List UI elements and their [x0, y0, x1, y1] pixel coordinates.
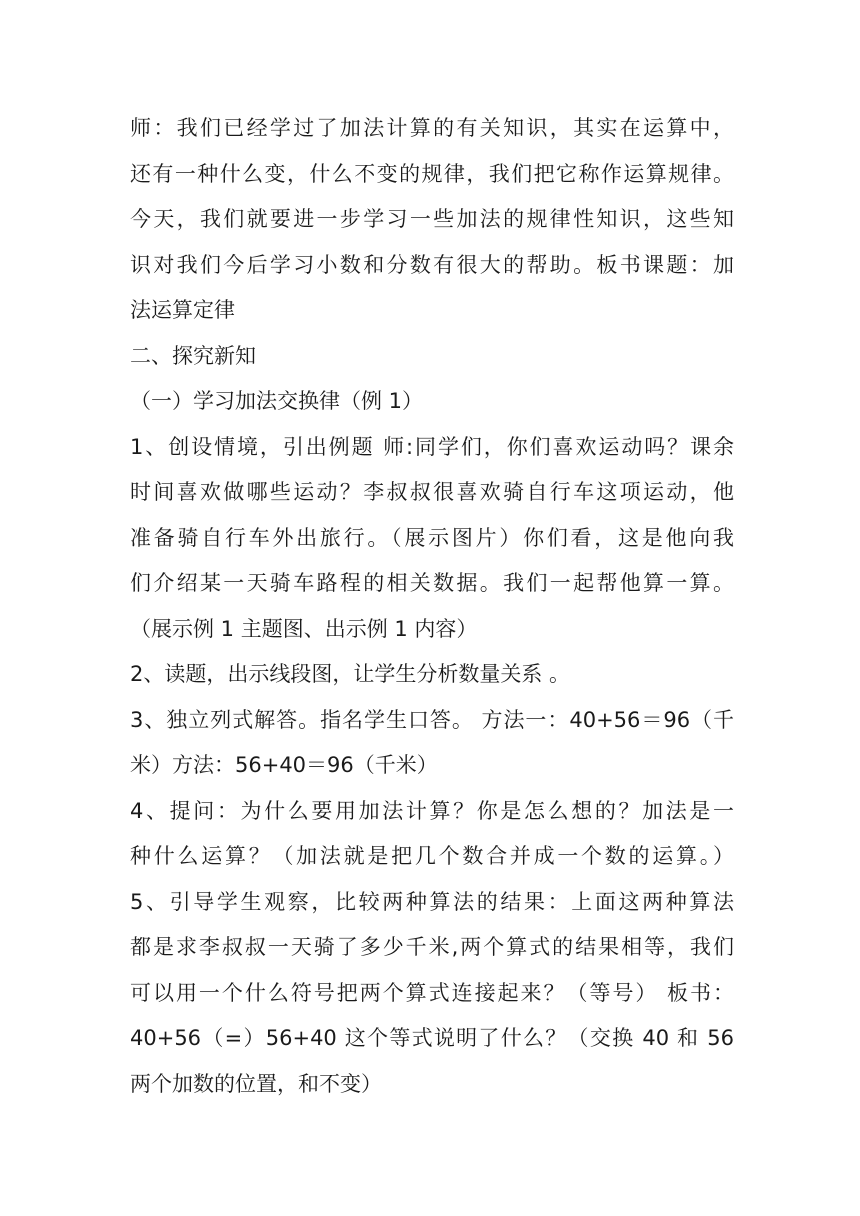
- text-line: 2、读题，出示线段图，让学生分析数量关系 。: [130, 662, 571, 686]
- text-line: 师：我们已经学过了加法计算的有关知识，其实在运算中，: [130, 116, 734, 140]
- text-line: 可以用一个什么符号把两个算式连接起来？（等号） 板书：: [130, 980, 734, 1005]
- text-line: 识对我们今后学习小数和分数有很大的帮助。板书课题：加: [130, 252, 734, 277]
- document-body: [130, 106, 734, 1107]
- subsection-heading: （一）学习加法交换律（例 1）: [130, 389, 424, 413]
- text-line: 们介绍某一天骑车路程的相关数据。我们一起帮他算一算。: [130, 571, 734, 595]
- text-line: 1、创设情境，引出例题 师:同学们，你们喜欢运动吗？课余: [130, 434, 734, 459]
- text-line: （展示例 1 主题图、出示例 1 内容）: [130, 616, 478, 641]
- text-line: 时间喜欢做哪些运动？李叔叔很喜欢骑自行车这项运动，他: [130, 480, 734, 504]
- text-line: 40+56（=）56+40 这个等式说明了什么？（交换 40 和 56: [130, 1026, 734, 1050]
- section-heading: 二、探究新知: [130, 343, 256, 368]
- text-line: 4、提问：为什么要用加法计算？你是怎么想的？加法是一: [130, 798, 734, 823]
- text-line: 5、引导学生观察，比较两种算法的结果：上面这两种算法: [130, 889, 734, 914]
- text-line: 都是求李叔叔一天骑了多少千米,两个算式的结果相等，我们: [130, 935, 734, 959]
- text-line: 两个加数的位置，和不变）: [130, 1071, 382, 1096]
- text-line: 3、独立列式解答。指名学生口答。 方法一：40+56＝96（千: [130, 707, 734, 732]
- text-line: 准备骑自行车外出旅行。（展示图片）你们看，这是他向我: [130, 525, 734, 550]
- text-line: 法运算定律: [130, 298, 235, 322]
- text-line: 还有一种什么变，什么不变的规律，我们把它称作运算规律。: [130, 161, 734, 186]
- text-line: 米）方法：56+40＝96（千米）: [130, 753, 438, 777]
- text-line: 种什么运算？（加法就是把几个数合并成一个数的运算。）: [130, 844, 734, 868]
- text-line: 今天，我们就要进一步学习一些加法的规律性知识，这些知: [130, 207, 734, 231]
